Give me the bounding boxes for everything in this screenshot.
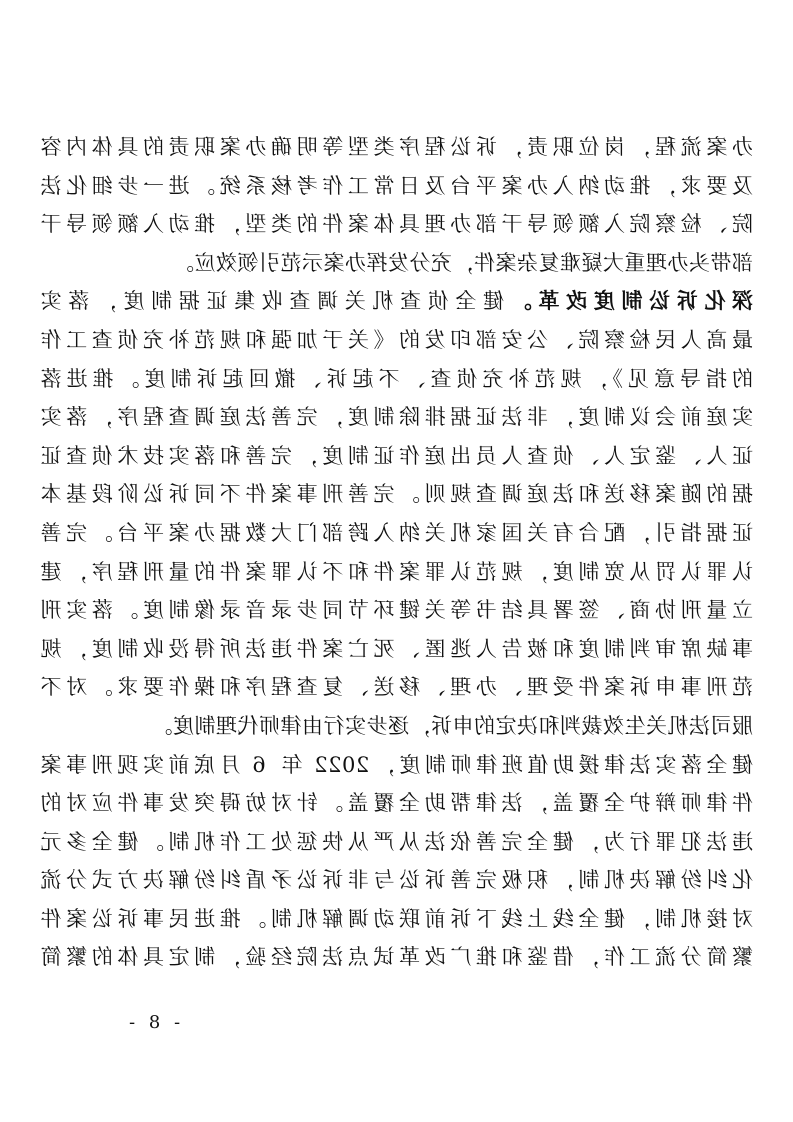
text-line: 的指导意见》，规范补充侦查、不起诉、撤回起诉制度。推进落 — [40, 366, 753, 391]
text-line: 健全落实法律援助值班律师制度，2022 年 6 月底前实现刑事案 — [40, 752, 753, 777]
text-line: 事缺席审判制度和被告人逃匿、死亡案件违法所得没收制度，规 — [40, 636, 753, 661]
text-line: 服司法机关生效裁判和决定的申诉，逐步实行由律师代理制度。 — [151, 713, 753, 738]
text-line: 件律师辩护全覆盖，法律帮助全覆盖。针对妨碍突发事件应对的 — [40, 791, 753, 816]
text-line: 院、检察院入额领导干部办理具体案件的类型，推动入额领导干 — [40, 212, 753, 237]
text-line: 最高人民检察院、公安部印发的《关于加强和规范补充侦查工作 — [40, 327, 753, 352]
text-line: 办案流程，岗位职责，诉讼程序类型等明确办案职责的具体内容 — [40, 135, 753, 159]
text-line: 认罪认罚从宽制度，规范认罪案件和不认罪案件的量刑程序，建 — [40, 559, 753, 584]
document-body — [40, 128, 753, 977]
section-heading: 深化诉讼制度改革。 — [504, 288, 753, 314]
text-line: 立量刑协商、签署具结书等关键环节同步录音录像制度。落实刑 — [40, 598, 753, 623]
text-line: 对接机制，健全线上线下诉前联动调解机制。推进民事诉讼案件 — [40, 906, 753, 931]
text-fragment: 健全侦查机关调查收集证据制度，落实 — [39, 289, 505, 314]
paragraph-heading-line — [40, 282, 753, 321]
text-line: 繁简分流工作，借鉴和推广改革试点法院经验，制定具体的繁简 — [40, 945, 753, 970]
text-line: 证人、鉴定人、侦查人员出庭作证制度，完善和落实技术侦查证 — [40, 443, 753, 468]
text-line: 违法犯罪行为，健全完善依法从严从快惩处工作机制。健全多元 — [40, 829, 753, 854]
text-line: 部带头办理重大疑难复杂案件，充分发挥办案示范引领效应。 — [172, 250, 753, 275]
text-line: 据的随案移送和法庭调查规则。完善刑事案件不同诉讼阶段基本 — [40, 482, 753, 507]
text-line: 实庭前会议制度，非法证据排除制度，完善法庭调查程序，落实 — [40, 405, 753, 430]
text-line: 化纠纷解决机制，积极完善诉讼与非诉讼矛盾纠纷解决方式分流 — [40, 868, 753, 893]
text-line: 证据指引，配合有关国家机关纳入跨部门大数据办案平台。完善 — [40, 520, 753, 545]
text-line: 及要求，推动纳入办案平台及日常工作考核系统。进一步细化法 — [40, 173, 753, 198]
text-line: 范刑事申诉案件受理、办理、移送、复查程序和操作要求。对不 — [40, 675, 753, 700]
page-number: - 8 - — [125, 1012, 181, 1033]
